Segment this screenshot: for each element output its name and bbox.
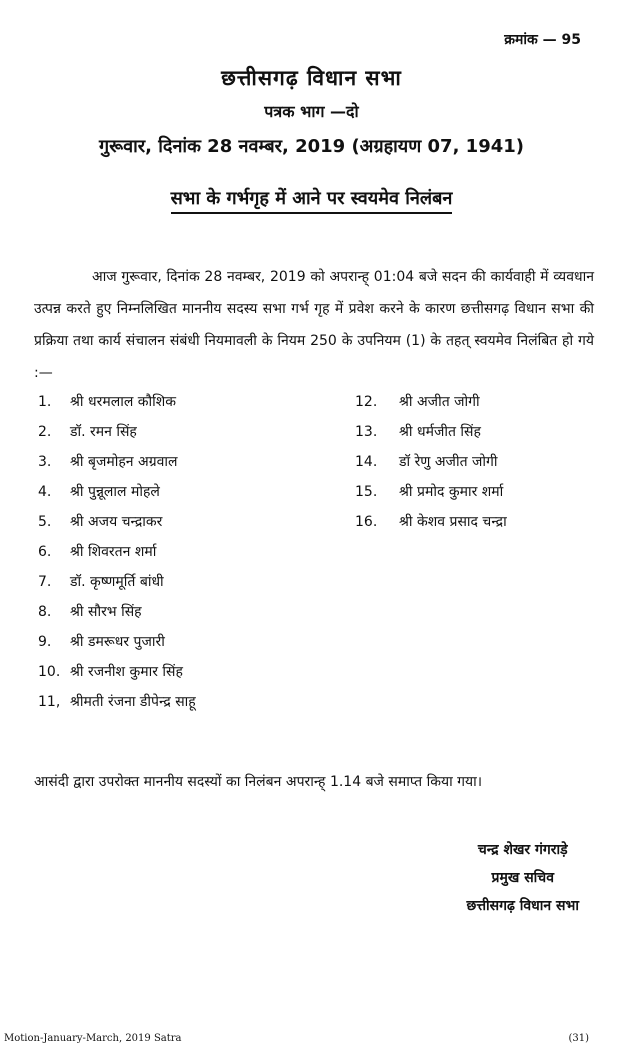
- section-heading-text: सभा के गर्भगृह में आने पर स्वयमेव निलंबन: [171, 188, 453, 214]
- member-name: श्री पुन्नूलाल मोहले: [70, 484, 160, 500]
- closing-paragraph: आसंदी द्वारा उपरोक्त माननीय सदस्यों का निलंबन अपरान्ह् 1.14 बजे समाप्त किया गया।: [34, 774, 483, 790]
- item-number: 9.: [38, 634, 52, 650]
- member-name: श्री अजय चन्द्राकर: [70, 514, 163, 530]
- item-number: 12.: [355, 394, 378, 410]
- member-name: श्री प्रमोद कुमार शर्मा: [399, 484, 504, 500]
- member-name: श्री धरमलाल कौशिक: [70, 394, 177, 410]
- list-item: [38, 477, 196, 507]
- item-number: 16.: [355, 514, 378, 530]
- member-name: श्रीमती रंजना डीपेन्द्र साहू: [70, 694, 196, 710]
- member-name: श्री केशव प्रसाद चन्द्रा: [399, 514, 507, 530]
- signatory-designation: प्रमुख सचिव: [491, 870, 554, 886]
- member-name: श्री सौरभ सिंह: [70, 604, 142, 620]
- item-number: 2.: [38, 424, 52, 440]
- section-heading: [0, 186, 623, 210]
- list-item: [38, 627, 196, 657]
- item-number: 15.: [355, 484, 378, 500]
- member-name: डॉ. कृष्णमूर्ति बांधी: [70, 574, 164, 590]
- serial-number: क्रमांक — 95: [504, 32, 581, 48]
- list-item: [38, 507, 196, 537]
- signature-block: [467, 836, 579, 920]
- list-item: [38, 447, 196, 477]
- member-name: डॉ. रमन सिंह: [70, 424, 137, 440]
- member-name: श्री अजीत जोगी: [399, 394, 480, 410]
- document-date: गुरूवार, दिनांक 28 नवम्बर, 2019 (अग्रहायण 07, 1941): [98, 136, 525, 157]
- list-item: [355, 507, 507, 537]
- list-item: [355, 447, 507, 477]
- item-number: 4.: [38, 484, 52, 500]
- member-name: डॉ रेणु अजीत जोगी: [399, 454, 498, 470]
- list-item: [38, 597, 196, 627]
- item-number: 1.: [38, 394, 52, 410]
- list-item: [355, 387, 507, 417]
- item-number: 13.: [355, 424, 378, 440]
- item-number: 5.: [38, 514, 52, 530]
- item-number: 14.: [355, 454, 378, 470]
- member-name: श्री शिवरतन शर्मा: [70, 544, 157, 560]
- member-list-left: [38, 387, 196, 717]
- footer-left-text: Motion-January-March, 2019 Satra: [4, 1033, 182, 1044]
- list-item: [355, 417, 507, 447]
- list-item: [38, 687, 196, 717]
- list-item: [38, 417, 196, 447]
- page-number: (31): [568, 1033, 589, 1044]
- document-subtitle: पत्रक भाग —दो: [264, 102, 359, 121]
- signatory-office: छत्तीसगढ़ विधान सभा: [466, 898, 579, 914]
- document-title: छत्तीसगढ़ विधान सभा: [221, 66, 402, 90]
- item-number: 11,: [38, 694, 61, 710]
- item-number: 8.: [38, 604, 52, 620]
- member-name: श्री डमरूधर पुजारी: [70, 634, 165, 650]
- member-name: श्री बृजमोहन अग्रवाल: [70, 454, 178, 470]
- list-item: [38, 387, 196, 417]
- item-number: 6.: [38, 544, 52, 560]
- member-list-right: [355, 387, 507, 537]
- member-name: श्री रजनीश कुमार सिंह: [70, 664, 183, 680]
- intro-paragraph: आज गुरूवार, दिनांक 28 नवम्बर, 2019 को अपरान्ह् 01:04 बजे सदन की कार्यवाही में व्यवधान उत्पन्न करते हुए निम्नलिखित माननीय सदस्य सभा गर्भ गृह में प्रवेश करने के कारण छत्तीसगढ़ विधान सभा की प्रक्रिया तथा कार्य संचालन संबंधी नियमावली के नियम 250 के उपनियम (1) के तहत् स्वयमेव निलंबित हो गये :—: [34, 269, 594, 381]
- item-number: 7.: [38, 574, 52, 590]
- item-number: 3.: [38, 454, 52, 470]
- list-item: [355, 477, 507, 507]
- list-item: [38, 567, 196, 597]
- signatory-name: चन्द्र शेखर गंगराड़े: [477, 842, 568, 858]
- list-item: [38, 657, 196, 687]
- member-name: श्री धर्मजीत सिंह: [399, 424, 481, 440]
- item-number: 10.: [38, 664, 61, 680]
- list-item: [38, 537, 196, 567]
